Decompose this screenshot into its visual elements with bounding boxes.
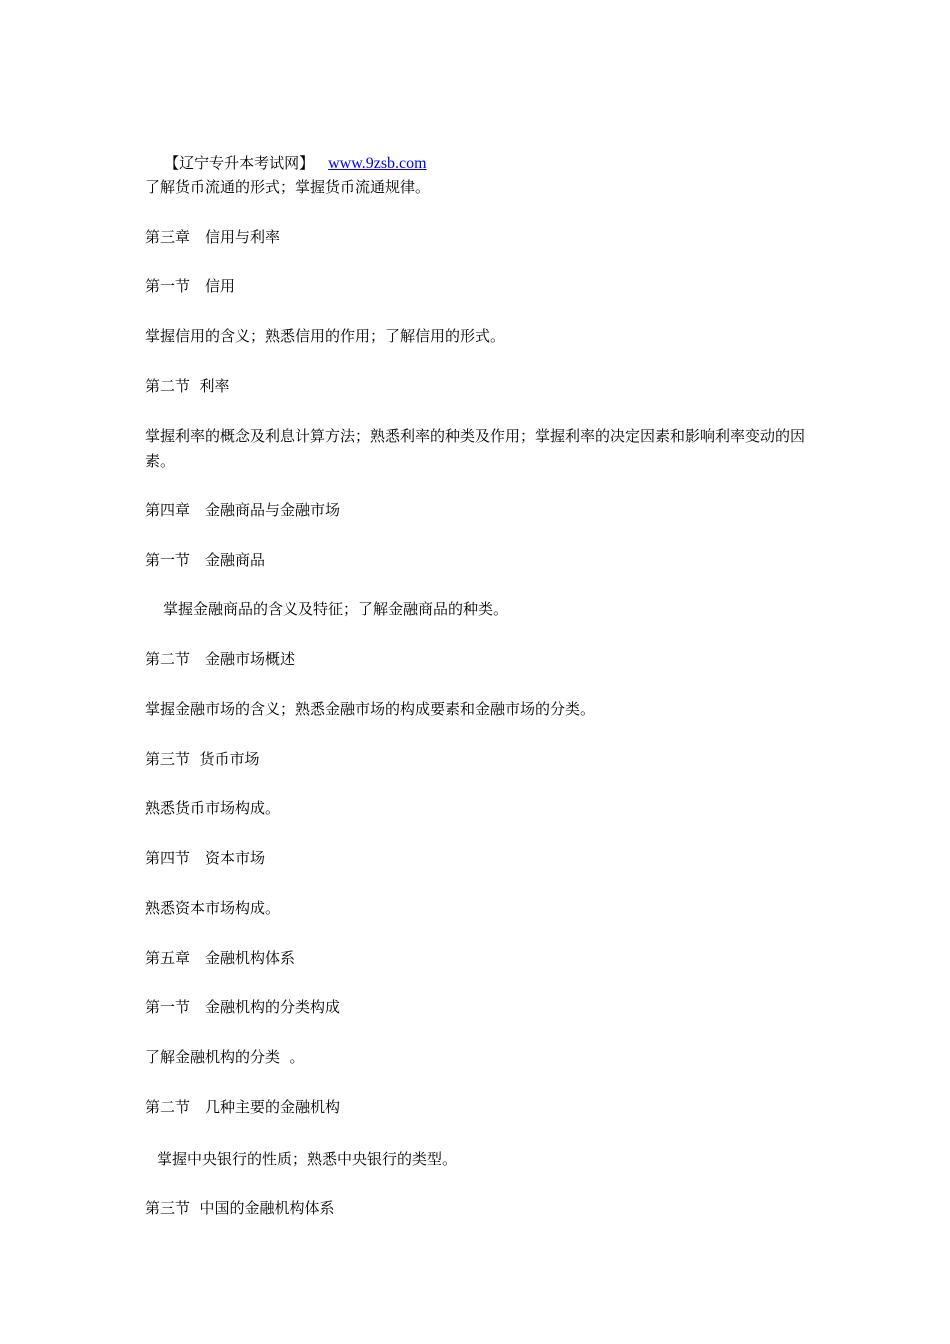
section-heading: 第一节 金融机构的分类构成 (145, 998, 341, 1016)
body-paragraph: 熟悉资本市场构成。 (145, 899, 281, 917)
chapter-heading: 第五章 金融机构体系 (145, 949, 296, 967)
section-heading: 第三节 货币市场 (145, 750, 260, 768)
body-paragraph: 掌握中央银行的性质；熟悉中央银行的类型。 (157, 1150, 458, 1168)
body-paragraph: 掌握金融商品的含义及特征；了解金融商品的种类。 (163, 600, 509, 618)
section-heading: 第二节 几种主要的金融机构 (145, 1098, 341, 1116)
section-heading: 第一节 信用 (145, 277, 236, 295)
body-paragraph: 了解货币流通的形式；掌握货币流通规律。 (145, 178, 431, 196)
body-paragraph: 了解金融机构的分类 。 (145, 1048, 305, 1066)
section-heading: 第二节 金融市场概述 (145, 650, 296, 668)
section-heading: 第二节 利率 (145, 377, 230, 395)
body-paragraph: 掌握信用的含义；熟悉信用的作用；了解信用的形式。 (145, 327, 506, 345)
body-paragraph: 熟悉货币市场构成。 (145, 799, 281, 817)
chapter-heading: 第三章 信用与利率 (145, 228, 281, 246)
site-link[interactable]: www.9zsb.com (328, 155, 427, 172)
body-paragraph: 掌握利率的概念及利息计算方法；熟悉利率的种类及作用；掌握利率的决定因素和影响利率变动的因素。 (145, 427, 806, 470)
section-heading: 第一节 金融商品 (145, 551, 266, 569)
site-name: 【辽宁专升本考试网】 (164, 154, 315, 172)
chapter-heading: 第四章 金融商品与金融市场 (145, 501, 341, 519)
section-heading: 第三节 中国的金融机构体系 (145, 1199, 335, 1217)
section-heading: 第四节 资本市场 (145, 849, 266, 867)
body-paragraph: 掌握金融市场的含义；熟悉金融市场的构成要素和金融市场的分类。 (145, 700, 596, 718)
